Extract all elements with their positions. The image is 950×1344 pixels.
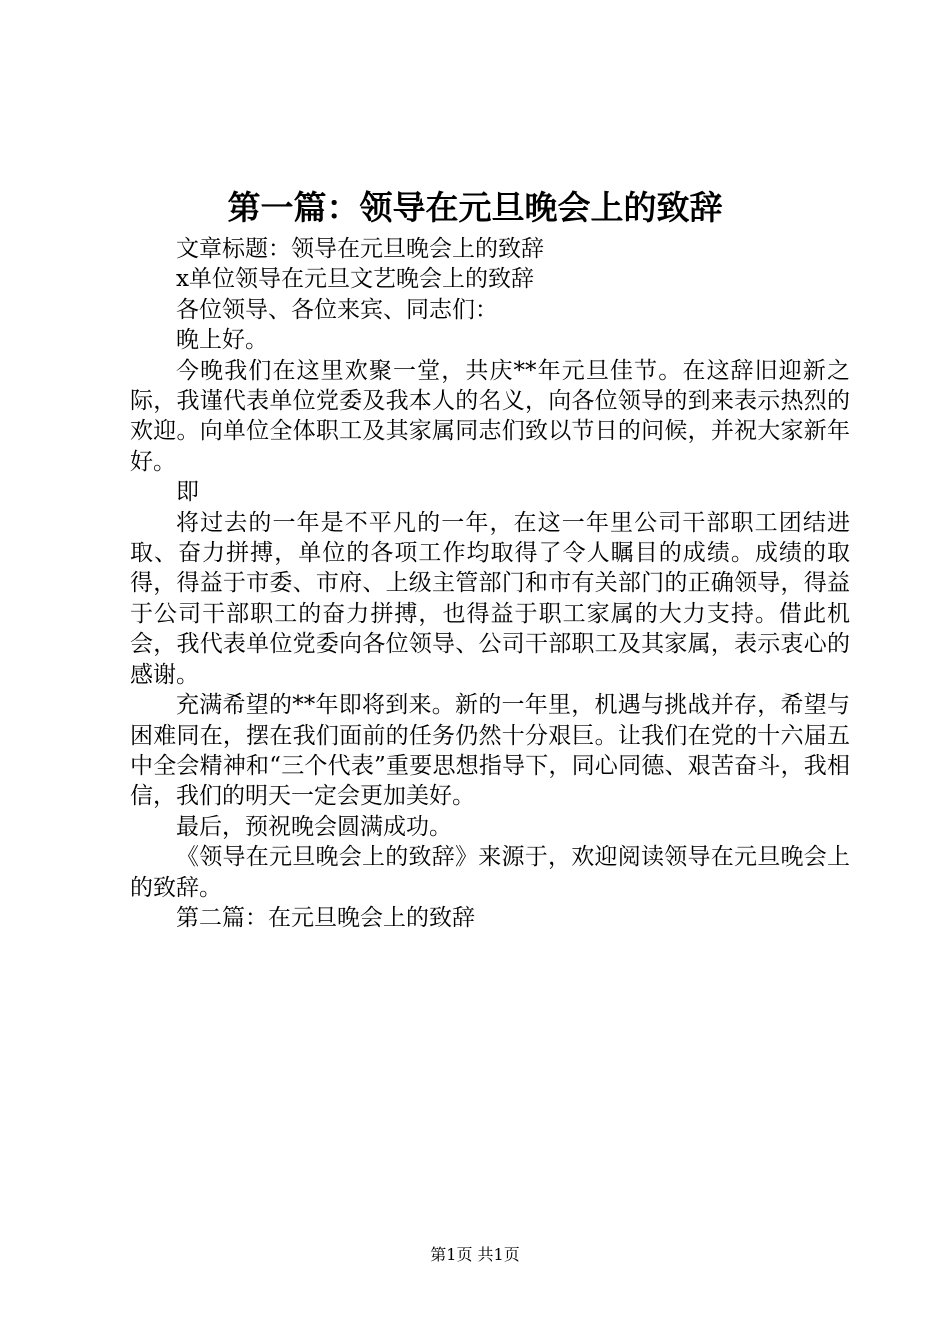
paragraph-article-title: 文章标题：领导在元旦晚会上的致辞 — [176, 236, 544, 262]
document-body — [130, 234, 850, 933]
paragraph-welcome: 今晚我们在这里欢聚一堂，共庆**年元旦佳节。在这辞旧迎新之际，我谨代表单位党委及我本人的名义，向各位领导的到来表示热烈的欢迎。向单位全体职工及其家属同志们致以节日的问候，并祝大家新年好。 — [130, 357, 850, 475]
paragraph-source: 《领导在元旦晚会上的致辞》来源于，欢迎阅读领导在元旦晚会上的致辞。 — [130, 844, 850, 901]
page-footer: 第1页 共1页 — [430, 1245, 520, 1264]
page-title: 第一篇：领导在元旦晚会上的致辞 — [227, 188, 723, 227]
paragraph-next-article: 第二篇：在元旦晚会上的致辞 — [176, 904, 475, 931]
paragraph-outlook: 充满希望的**年即将到来。新的一年里，机遇与挑战并存，希望与困难同在，摆在我们面前的任务仍然十分艰巨。让我们在党的十六届五中全会精神和“三个代表”重要思想指导下，同心同德、艰苦奋斗，我相信，我们的明天一定会更加美好。 — [130, 692, 850, 810]
paragraph-fragment: 即 — [176, 479, 199, 506]
paragraph-salutation: 各位领导、各位来宾、同志们： — [176, 296, 498, 323]
paragraph-greeting: 晚上好。 — [176, 327, 268, 354]
paragraph-review: 将过去的一年是不平凡的一年，在这一年里公司干部职工团结进取、奋力拼搏，单位的各项工作均取得了令人瞩目的成绩。成绩的取得，得益于市委、市府、上级主管部门和市有关部门的正确领导，得益于公司干部职工的奋力拼搏，也得益于职工家属的大力支持。借此机会，我代表单位党委向各位领导、公司干部职工及其家属，表示衷心的感谢。 — [130, 509, 850, 688]
paragraph-subtitle: x单位领导在元旦文艺晚会上的致辞 — [176, 266, 534, 293]
paragraph-closing: 最后，预祝晚会圆满成功。 — [176, 813, 452, 840]
